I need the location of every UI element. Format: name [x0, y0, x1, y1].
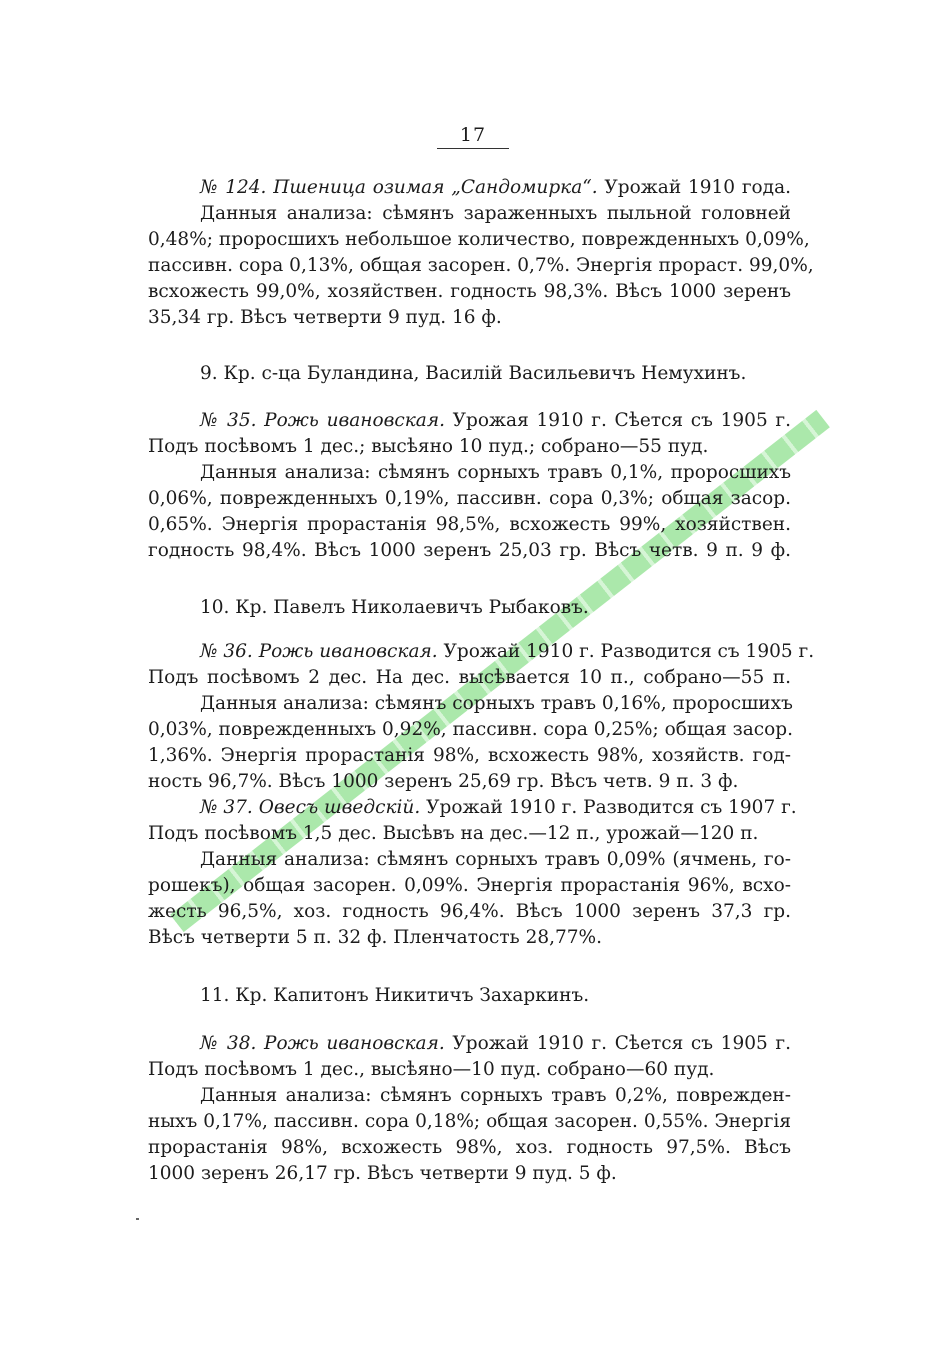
- line-text: Данныя анализа: сѣмянъ сорныхъ травъ 0,09% (ячмень, го-: [200, 849, 791, 870]
- text-line: [148, 770, 791, 794]
- text-line: [148, 666, 791, 690]
- stray-mark: [136, 1218, 139, 1220]
- line-text: 11. Кр. Капитонъ Никитичъ Захаркинъ.: [200, 985, 590, 1006]
- line-text: Подъ посѣвомъ 1,5 дес. Высѣвъ на дес.—12 п., урожай—120 п.: [148, 823, 759, 844]
- line-text: 1000 зеренъ 26,17 гр. Вѣсъ четверти 9 пуд. 5 ф.: [148, 1163, 617, 1184]
- line-text: Урожай 1910 года.: [597, 177, 791, 198]
- line-text: пассивн. сора 0,13%, общая засорен. 0,7%. Энергія прораст. 99,0%,: [148, 255, 814, 276]
- line-text: Урожай 1910 г. Разводится съ 1907 г.: [420, 797, 797, 818]
- entry-title: № 36. Рожь ивановская.: [200, 641, 438, 662]
- entry-title: № 38. Рожь ивановская.: [200, 1033, 445, 1054]
- text-line: [148, 900, 791, 924]
- entry-title: № 35. Рожь ивановская.: [200, 410, 445, 431]
- text-line: [200, 796, 797, 820]
- text-line: [148, 744, 791, 768]
- text-line: [200, 640, 815, 664]
- page-number-rule: [437, 148, 509, 149]
- line-text: Данныя анализа: сѣмянъ сорныхъ травъ 0,1%, проросшихъ: [200, 462, 791, 483]
- section-heading: [200, 984, 589, 1008]
- section-heading: [200, 596, 589, 620]
- section-heading: [200, 362, 746, 386]
- text-line: [200, 848, 791, 872]
- text-line: [148, 435, 791, 459]
- text-line: [148, 874, 791, 898]
- text-line: [200, 409, 791, 433]
- text-line: [148, 1162, 791, 1186]
- text-line: [200, 692, 791, 716]
- line-text: ность 96,7%. Вѣсъ 1000 зеренъ 25,69 гр. Вѣсъ четв. 9 п. 3 ф.: [148, 771, 739, 792]
- text-line: [148, 926, 791, 950]
- line-text: Урожай 1910 г. Разводится съ 1905 г.: [437, 641, 815, 662]
- entry-title: № 37. Овесъ шведскій.: [200, 797, 421, 818]
- text-line: [200, 202, 791, 226]
- line-text: 0,03%, поврежденныхъ 0,92%, пассивн. сора 0,25%; общая засор.: [148, 719, 794, 740]
- line-text: 0,48%; проросшихъ небольшое количество, поврежденныхъ 0,09%,: [148, 229, 810, 250]
- text-line: [148, 280, 791, 304]
- line-text: Данныя анализа: сѣмянъ сорныхъ травъ 0,2%, поврежден-: [200, 1085, 791, 1106]
- text-line: [148, 513, 791, 537]
- line-text: 0,65%. Энергія прорастанія 98,5%, всхожесть 99%, хозяйствен.: [148, 514, 791, 535]
- text-line: [148, 718, 794, 742]
- line-text: жесть 96,5%, хоз. годность 96,4%. Вѣсъ 1000 зеренъ 37,3 гр.: [148, 901, 791, 922]
- text-line: [148, 254, 814, 278]
- line-text: 35,34 гр. Вѣсъ четверти 9 пуд. 16 ф.: [148, 307, 502, 328]
- page-number: 17: [437, 124, 509, 149]
- line-text: всхожесть 99,0%, хозяйствен. годность 98,3%. Вѣсъ 1000 зеренъ: [148, 281, 791, 302]
- line-text: Подъ посѣвомъ 2 дес. На дес. высѣвается 10 п., собрано—55 п.: [148, 667, 791, 688]
- text-line: [148, 822, 791, 846]
- line-text: Вѣсъ четверти 5 п. 32 ф. Пленчатость 28,77%.: [148, 927, 602, 948]
- line-text: Урожай 1910 г. Сѣется съ 1905 г.: [444, 1033, 791, 1054]
- text-line: [200, 1084, 791, 1108]
- line-text: 9. Кр. с-ца Буландина, Василій Васильевичъ Немухинъ.: [200, 363, 747, 384]
- line-text: годность 98,4%. Вѣсъ 1000 зеренъ 25,03 гр. Вѣсъ четв. 9 п. 9 ф.: [148, 540, 791, 561]
- text-line: [148, 1136, 791, 1160]
- entry-title: № 124. Пшеница озимая „Сандомирка“.: [200, 177, 598, 198]
- line-text: Урожая 1910 г. Сѣется съ 1905 г.: [444, 410, 791, 431]
- text-line: [148, 487, 791, 511]
- text-line: [200, 461, 791, 485]
- text-line: [148, 228, 810, 252]
- line-text: рошекъ), общая засорен. 0,09%. Энергія прорастанія 96%, всхо-: [148, 875, 791, 896]
- line-text: 10. Кр. Павелъ Николаевичъ Рыбаковъ.: [200, 597, 589, 618]
- line-text: 0,06%, поврежденныхъ 0,19%, пассивн. сора 0,3%; общая засор.: [148, 488, 791, 509]
- text-line: [200, 1032, 791, 1056]
- line-text: Подъ посѣвомъ 1 дес., высѣяно—10 пуд. собрано—60 пуд.: [148, 1059, 715, 1080]
- text-line: [148, 306, 791, 330]
- text-line: [200, 176, 791, 200]
- line-text: Данныя анализа: сѣмянъ зараженныхъ пыльной головней: [200, 203, 791, 224]
- line-text: прорастанія 98%, всхожесть 98%, хоз. годность 97,5%. Вѣсъ: [148, 1137, 791, 1158]
- text-line: [148, 1058, 791, 1082]
- line-text: ныхъ 0,17%, пассивн. сора 0,18%; общая засорен. 0,55%. Энергія: [148, 1111, 791, 1132]
- line-text: Подъ посѣвомъ 1 дес.; высѣяно 10 пуд.; собрано—55 пуд.: [148, 436, 709, 457]
- line-text: 1,36%. Энергія прорастанія 98%, всхожесть 98%, хозяйств. год-: [148, 745, 791, 766]
- text-line: [148, 539, 791, 563]
- line-text: Данныя анализа: сѣмянъ сорныхъ травъ 0,16%, проросшихъ: [200, 693, 793, 714]
- text-line: [148, 1110, 791, 1134]
